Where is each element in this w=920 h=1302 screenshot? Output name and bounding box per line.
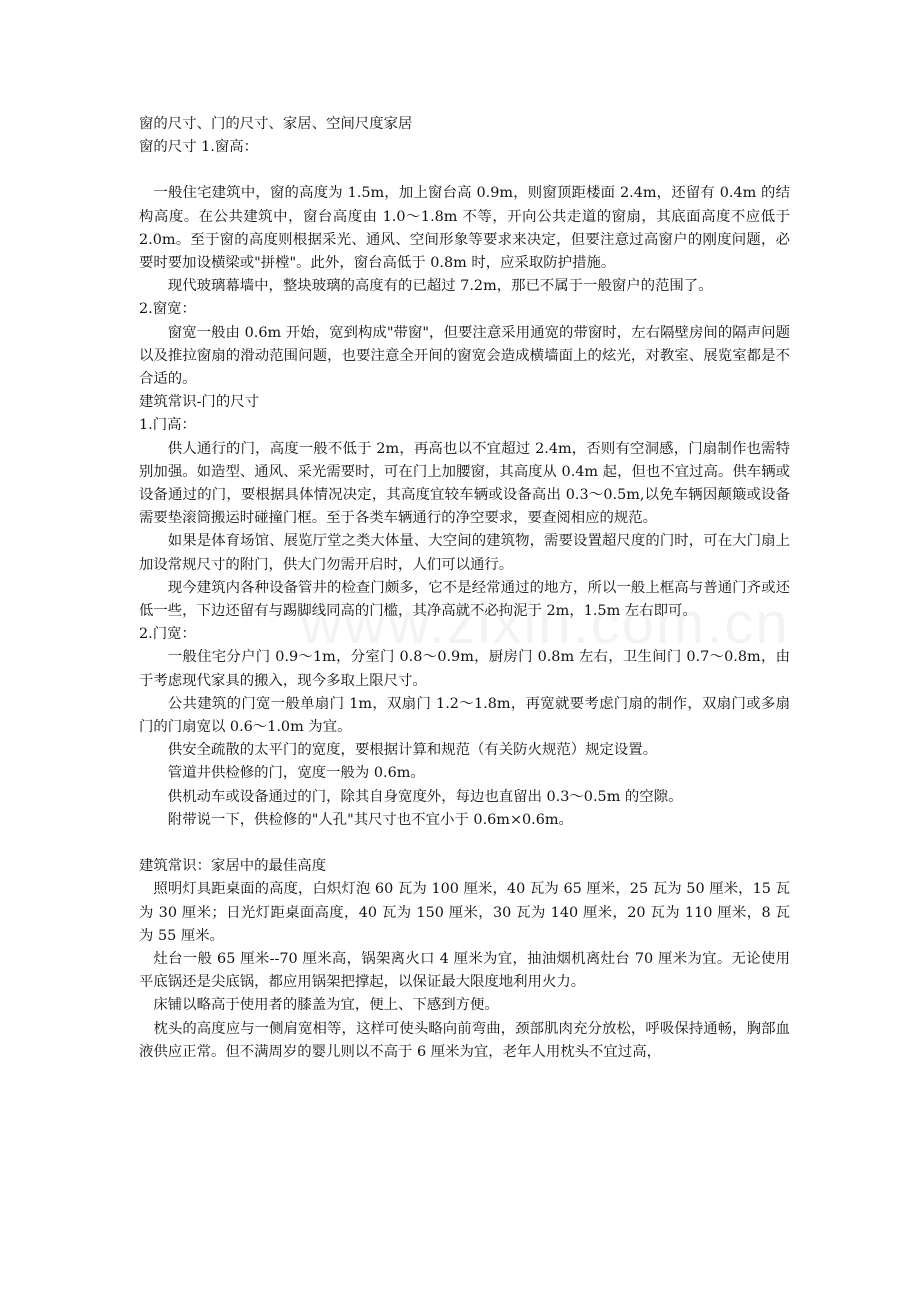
door-height-heading: 1.门高： <box>139 417 196 434</box>
door-width-heading: 2.门宽： <box>139 626 196 643</box>
door-width-paragraph-2: 公共建筑的门宽一般单扇门 1m，双扇门 1.2～1.8m，再宽就要考虑门扇的制作，双扇门或多扇门的门扇宽以 0.6～1.0m 为宜。 <box>139 695 790 736</box>
home-section-heading: 建筑常识：家居中的最佳高度 <box>139 858 327 875</box>
door-width-paragraph-5: 供机动车或设备通过的门，除其自身宽度外，每边也直留出 0.3～0.5m 的空隙。 <box>167 788 683 805</box>
door-width-paragraph-1: 一般住宅分户门 0.9～1m，分室门 0.8～0.9m，厨房门 0.8m 左右，卫生间门 0.7～0.8m，由于考虑现代家具的搬入，现今多取上限尺寸。 <box>139 649 790 689</box>
door-width-paragraph-6: 附带说一下，供检修的"人孔"其尺寸也不宜小于 0.6m×0.6m。 <box>167 811 573 828</box>
blank-line <box>139 159 790 182</box>
home-paragraph-stove: 灶台一般 65 厘米--70 厘米高，锅架离火口 4 厘米为宜，抽油烟机离灶台 70 厘米为宜。无论使用平底锅还是尖底锅，都应用锅架把撑起，以保证最大限度地利用火力。 <box>139 950 790 991</box>
document-body <box>139 113 790 1064</box>
document-title: 窗的尺寸、门的尺寸、家居、空间尺度家居 <box>139 116 413 132</box>
window-section-heading: 窗的尺寸 1.窗高： <box>139 139 259 156</box>
door-height-paragraph-2: 如果是体育场馆、展览厅堂之类大体量、大空间的建筑物，需要设置超尺度的门时，可在大门扇上加设常规尺寸的附门，供大门勿需开启时，人们可以通行。 <box>139 533 790 573</box>
window-width-heading: 2.窗宽： <box>139 301 196 318</box>
home-paragraph-bed: 床铺以略高于使用者的膝盖为宜，便上、下感到方便。 <box>153 997 499 1014</box>
door-section-heading: 建筑常识-门的尺寸 <box>139 394 259 411</box>
home-paragraph-pillow: 枕头的高度应与一侧肩宽相等，这样可使头略向前弯曲，颈部肌肉充分放松，呼吸保持通畅，胸部血液供应正常。但不满周岁的婴儿则以不高于 6 厘米为宜，老年人用枕头不宜过高， <box>139 1020 790 1060</box>
door-width-paragraph-4: 管道井供检修的门，宽度一般为 0.6m。 <box>167 765 425 782</box>
window-width-paragraph-1: 窗宽一般由 0.6m 开始，宽到构成"带窗"，但要注意采用通宽的带窗时，左右隔壁房间的隔声问题以及推拉窗扇的滑动范围问题，也要注意全开间的窗宽会造成横墙面上的炫光，对教室、展览室都是不合适的。 <box>139 324 790 388</box>
door-height-paragraph-3: 现今建筑内各种设备管井的检查门颇多，它不是经常通过的地方，所以一般上框高与普通门齐或还低一些，下边还留有与踢脚线同高的门槛，其净高就不必拘泥于 2m，1.5m 左右即可。 <box>139 579 790 620</box>
blank-line <box>139 832 790 855</box>
door-width-paragraph-3: 供安全疏散的太平门的宽度，要根据计算和规范（有关防火规范）规定设置。 <box>167 742 658 759</box>
home-paragraph-lighting: 照明灯具距桌面的高度，白炽灯泡 60 瓦为 100 厘米，40 瓦为 65 厘米，25 瓦为 50 厘米，15 瓦为 30 厘米；日光灯距桌面高度，40 瓦为 150 厘米，30 瓦为 140 厘米，20 瓦为 110 厘米，8 瓦为 55 厘米。 <box>139 881 790 944</box>
window-height-paragraph-2: 现代玻璃幕墙中，整块玻璃的高度有的已超过 7.2m，那已不属于一般窗户的范围了。 <box>167 278 713 295</box>
window-height-paragraph-1: 一般住宅建筑中，窗的高度为 1.5m，加上窗台高 0.9m，则窗顶距楼面 2.4m，还留有 0.4m 的结构高度。在公共建筑中，窗台高度由 1.0～1.8m 不等，开向公共走道的窗扇，其底面高度不应低于 2.0m。至于窗的高度则根据采光、通风、空间形象等要求来决定，但要注意过高窗户的刚度问题，必要时要加设横梁或"拼樘"。此外，窗台高低于 0.8m 时，应采取防护措施。 <box>139 185 790 272</box>
door-height-paragraph-1: 供人通行的门，高度一般不低于 2m，再高也以不宜超过 2.4m，否则有空洞感，门扇制作也需特别加强。如造型、通风、采光需要时，可在门上加腰窗，其高度从 0.4m 起，但也不宜过高。供车辆或设备通过的门，要根据具体情况决定，其高度宜较车辆或设备高出 0.3～0.5m,以免车辆因颠簸或设备需要垫滚筒搬运时碰撞门框。至于各类车辆通行的净空要求，要查阅相应的规范。 <box>139 440 790 527</box>
